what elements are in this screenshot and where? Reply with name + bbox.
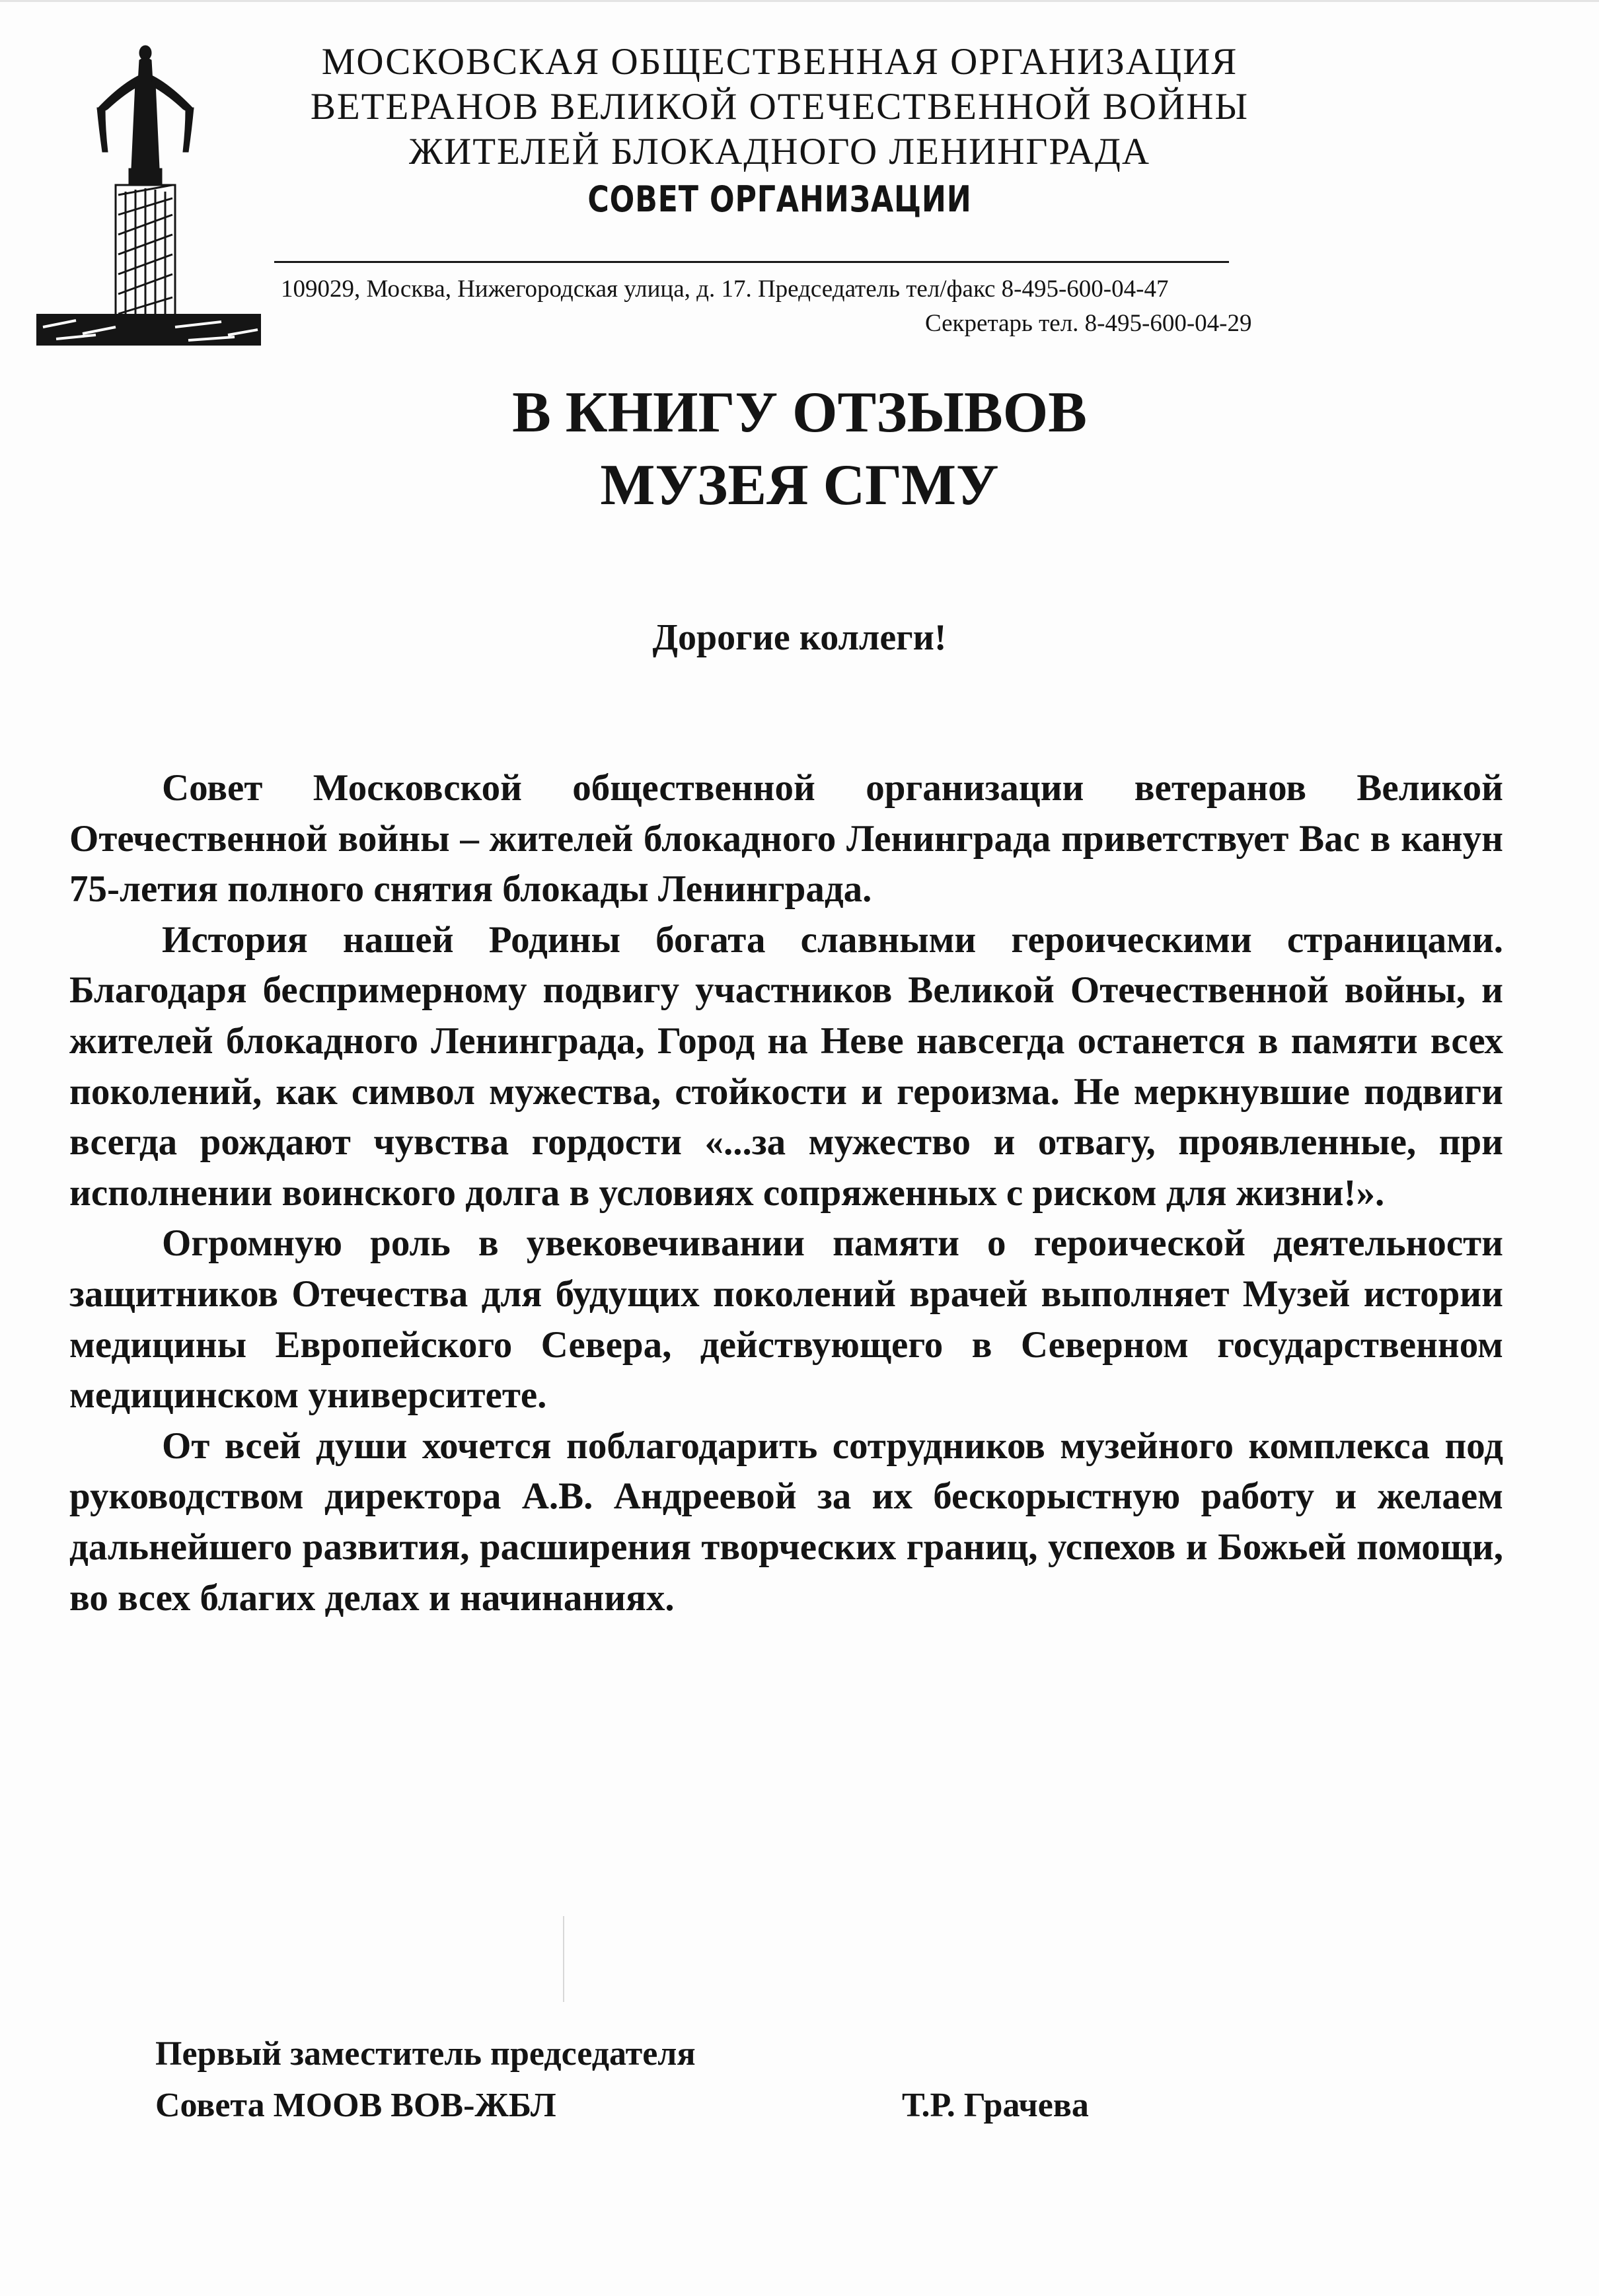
org-name-line-2: ВЕТЕРАНОВ ВЕЛИКОЙ ОТЕЧЕСТВЕННОЙ ВОЙНЫ (310, 86, 1249, 128)
body-paragraph-2: История нашей Родины богата славными героическими страницами. Благодаря беспримерному подвигу участников Великой Отечественной войны, и жителей блокадного Ленинграда, Город на Неве навсегда останется в памяти всех поколений, как символ мужества, стойкости и героизма. Не меркнувшие подвиги всегда рождают чувства гордости «...за мужество и отвагу, проявленные, при исполнении воинского долга в условиях сопряженных с риском для жизни!». (69, 918, 1503, 1214)
org-name-line-1: МОСКОВСКАЯ ОБЩЕСТВЕННАЯ ОРГАНИЗАЦИЯ (321, 41, 1238, 83)
greeting: Дорогие коллеги! (652, 617, 947, 658)
title-line-1: В КНИГУ ОТЗЫВОВ (512, 381, 1087, 445)
scan-edge-line (0, 0, 1599, 2)
address-line: 109029, Москва, Нижегородская улица, д. 17. Председатель тел/факс 8-495-600-04-47 (281, 276, 1169, 303)
signatory-position-line-1: Первый заместитель председателя (155, 2035, 696, 2073)
scan-fold-line (563, 1916, 564, 2002)
body-paragraph-3: Огромную роль в увековечивании памяти о героической деятельности защитников Отечества для будущих поколений врачей выполняет Музей истории медицины Европейского Севера, действующего в Северном государственном медицинском университете. (69, 1222, 1503, 1417)
header-divider (274, 261, 1229, 263)
organization-header (264, 40, 1295, 225)
signatory-position-line-2: Совета МООВ ВОВ-ЖБЛ (155, 2087, 556, 2124)
monument-logo-icon (36, 36, 261, 347)
document-title (0, 377, 1599, 522)
body-paragraph-1: Совет Московской общественной организации ветеранов Великой Отечественной войны – жителей блокадного Ленинграда приветствует Вас в канун 75-летия полного снятия блокады Ленинграда. (69, 767, 1503, 910)
signature-block (155, 2028, 1212, 2131)
title-line-2: МУЗЕЯ СГМУ (600, 453, 999, 517)
signatory-name: Т.Р. Грачева (902, 2087, 1089, 2124)
secretary-phone-line: Секретарь тел. 8-495-600-04-29 (925, 310, 1252, 337)
org-name-line-3: ЖИТЕЛЕЙ БЛОКАДНОГО ЛЕНИНГРАДА (408, 131, 1151, 172)
letter-body (69, 763, 1503, 1623)
org-address (281, 272, 1437, 341)
body-paragraph-4: От всей души хочется поблагодарить сотрудников музейного комплекса под руководством директора А.В. Андреевой за их бескорыстную работу и желаем дальнейшего развития, расширения творческих границ, успехов и Божьей помощи, во всех благих делах и начинаниях. (69, 1425, 1503, 1619)
org-council-title: СОВЕТ ОРГАНИЗАЦИИ (587, 178, 972, 220)
